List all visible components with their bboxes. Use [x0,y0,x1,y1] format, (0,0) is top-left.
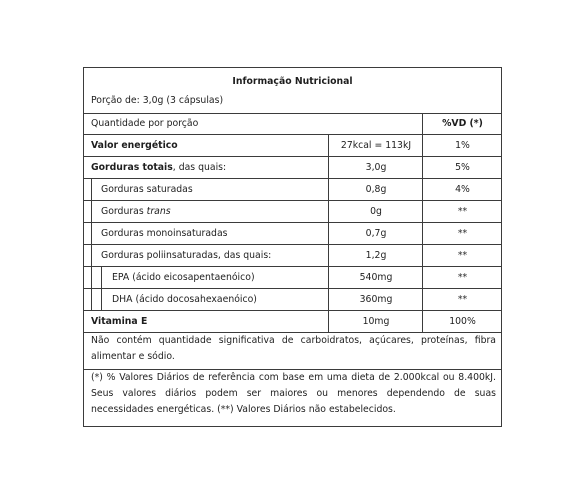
divider [84,266,501,267]
serving-size-text: Porção de: 3,0g (3 cápsulas) [91,95,224,106]
nutrient-amount: 10mg [362,316,390,327]
divider [84,134,501,135]
nutrient-amount: 1,2g [365,250,387,261]
divider [84,288,501,289]
column-divider [422,113,423,332]
nutrient-amount: 0g [370,206,382,217]
nutrient-vd: ** [457,228,468,239]
nutrient-vd: 5% [455,162,470,173]
nutrient-vd: 4% [455,184,470,195]
divider [84,200,501,201]
divider [84,222,501,223]
nutrient-name: EPA (ácido eicosapentaenóico) [112,272,255,283]
indent-guide [91,178,92,310]
nutrient-name: Valor energético [91,140,178,151]
divider [84,178,501,179]
nutrient-vd: ** [457,206,468,217]
nutrient-vd: ** [457,294,468,305]
footnote: (*) % Valores Diários de referência com base em uma dieta de 2.000kcal ou 8.400kJ. Seus valores diários podem ser maiores ou menores dependendo de suas necessidades energéticas. (**) Valores Diários não estabelecidos. [91,372,496,415]
nutrient-name [91,162,226,174]
divider [84,244,501,245]
nutrient-amount: 360mg [359,294,393,305]
nutrient-amount: 3,0g [365,162,387,173]
table-title: Informação Nutricional [232,76,353,87]
indent-guide [101,266,102,310]
nutrient-name: Gorduras monoinsaturadas [101,228,228,239]
not-significant-note: Não contém quantidade significativa de carboidratos, açúcares, proteínas, fibra alimentar e sódio. [91,335,496,362]
nutrient-name-rest: , das quais: [172,162,227,173]
nutrient-amount: 0,8g [365,184,387,195]
vd-header: %VD (*) [442,118,483,129]
nutrient-vd: ** [457,250,468,261]
nutrient-name: Gorduras poliinsaturadas, das quais: [101,250,272,261]
divider [84,113,501,114]
nutrition-facts-table [83,67,502,427]
nutrient-amount: 0,7g [365,228,387,239]
quantity-header: Quantidade por porção [91,118,199,129]
nutrient-vd: ** [457,272,468,283]
nutrient-vd: 1% [455,140,470,151]
nutrient-name: DHA (ácido docosahexaenóico) [112,294,257,305]
nutrient-name: Vitamina E [91,316,148,327]
divider [84,310,501,311]
column-divider [328,134,329,332]
nutrient-vd: 100% [449,316,476,327]
nutrient-name: Gorduras saturadas [101,184,193,195]
divider [84,156,501,157]
nutrient-amount: 27kcal = 113kJ [340,140,412,151]
nutrient-amount: 540mg [359,272,393,283]
nutrient-name-prefix: Gorduras [101,206,147,217]
nutrient-name-italic: trans [146,206,171,217]
nutrient-name-strong: Gorduras totais [91,162,173,173]
nutrient-name [101,206,171,218]
